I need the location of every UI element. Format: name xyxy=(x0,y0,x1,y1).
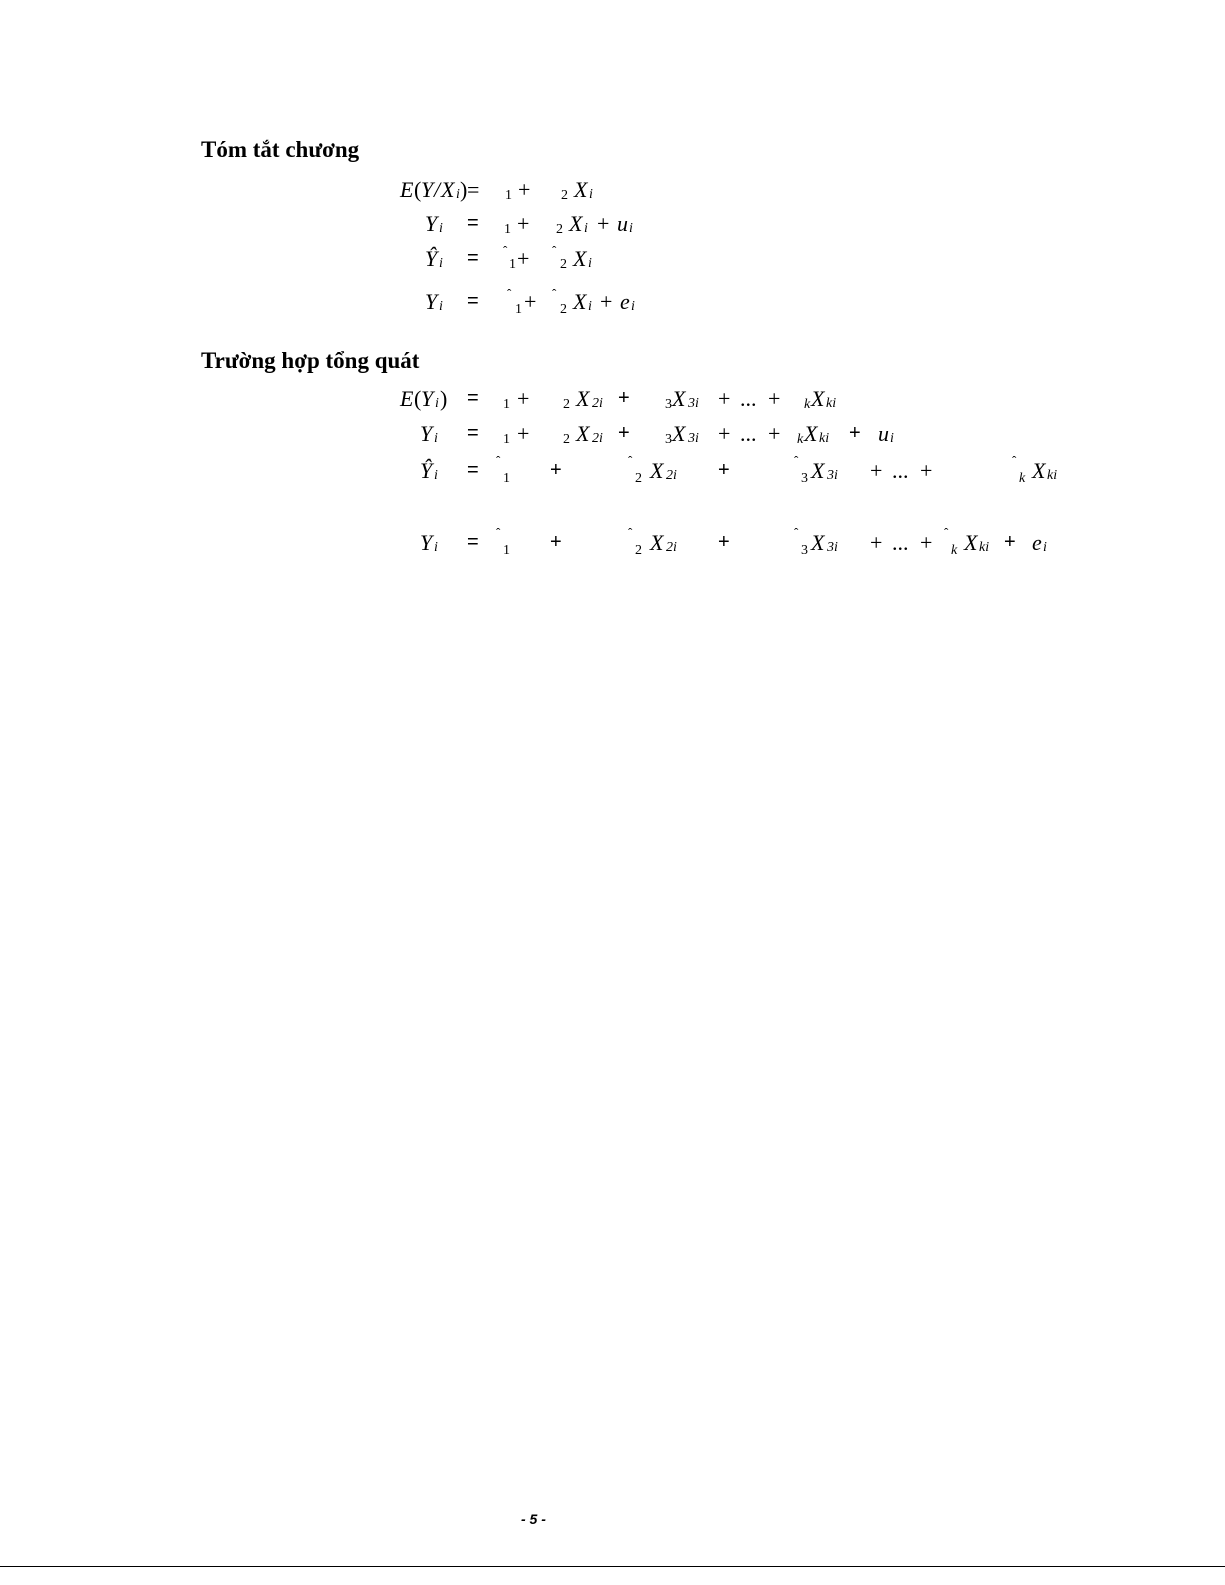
hat-accent: ˆ xyxy=(944,525,949,540)
plus-sign: + xyxy=(920,458,933,483)
y-variable: Y xyxy=(425,211,438,236)
plus-sign: + xyxy=(718,459,730,481)
x-variable: X xyxy=(804,421,818,446)
subscript-1: 1 xyxy=(515,302,522,317)
subscript-i: i xyxy=(890,431,894,446)
subscript-3i: 3i xyxy=(688,396,699,411)
hat-accent: ˆ xyxy=(496,525,501,540)
subscript-ki: ki xyxy=(819,431,830,446)
subscript-2i: 2i xyxy=(666,540,677,555)
equals-sign: = xyxy=(467,247,479,269)
ellipsis: ... xyxy=(892,458,909,483)
x-variable: X xyxy=(441,177,455,202)
equation-sample-model xyxy=(0,286,1225,327)
hat-accent: ˆ xyxy=(794,525,799,540)
equals-sign: = xyxy=(467,212,479,234)
subscript-i: i xyxy=(629,221,633,236)
y-variable: Y xyxy=(425,289,438,314)
subscript-1: 1 xyxy=(509,257,516,272)
ellipsis: ... xyxy=(740,421,757,446)
page-number: - 5 - xyxy=(521,1511,546,1527)
plus-sign: + xyxy=(550,459,562,481)
ellipsis: ... xyxy=(892,530,909,555)
subscript-2: 2 xyxy=(635,471,642,486)
x-variable: X xyxy=(672,386,686,411)
subscript-i: i xyxy=(456,187,460,202)
hat-accent: ˆ xyxy=(552,243,557,258)
equals-sign: = xyxy=(467,387,479,409)
hat-accent: ˆ xyxy=(1012,453,1017,468)
plus-sign: + xyxy=(517,246,530,271)
subscript-ki: ki xyxy=(1047,468,1058,483)
subscript-i: i xyxy=(439,299,443,314)
hat-accent: ˆ xyxy=(628,453,633,468)
x-variable: X xyxy=(573,289,587,314)
hat-accent: ˆ xyxy=(503,243,508,258)
plus-sign: + xyxy=(618,387,630,409)
equals-sign: = xyxy=(467,459,479,481)
plus-sign: + xyxy=(597,211,610,236)
subscript-1: 1 xyxy=(503,471,510,486)
subscript-1: 1 xyxy=(503,543,510,558)
x-variable: X xyxy=(811,530,825,555)
expectation-symbol: E xyxy=(400,177,414,202)
slash: / xyxy=(434,177,441,202)
plus-sign: + xyxy=(518,177,531,202)
equals-sign: = xyxy=(467,290,479,312)
subscript-k: k xyxy=(951,543,958,558)
paren-open: ( xyxy=(414,177,422,202)
x-variable: X xyxy=(964,530,978,555)
paren-close: ) xyxy=(440,386,448,411)
x-variable: X xyxy=(650,458,664,483)
plus-sign: + xyxy=(870,530,883,555)
subscript-i: i xyxy=(435,396,439,411)
paren-close: ) xyxy=(460,177,468,202)
subscript-k: k xyxy=(804,397,811,412)
error-term-u: u xyxy=(878,421,889,446)
equals-sign: = xyxy=(467,531,479,553)
equation-general-sample-regression xyxy=(0,453,1225,496)
plus-sign: + xyxy=(718,421,731,446)
x-variable: X xyxy=(811,458,825,483)
subscript-ki: ki xyxy=(826,396,837,411)
ellipsis: ... xyxy=(740,386,757,411)
subscript-i: i xyxy=(439,256,443,271)
plus-sign: + xyxy=(517,386,530,411)
subscript-i: i xyxy=(434,431,438,446)
equals-sign: = xyxy=(467,177,480,202)
hat-accent: ˆ xyxy=(507,286,512,301)
plus-sign: + xyxy=(768,421,781,446)
subscript-2: 2 xyxy=(561,188,568,203)
subscript-2i: 2i xyxy=(592,396,603,411)
y-variable: Y xyxy=(420,421,433,446)
y-hat-variable: Ŷ xyxy=(420,458,433,483)
subscript-i: i xyxy=(439,221,443,236)
subscript-3: 3 xyxy=(665,432,672,447)
summary-heading: Tóm tắt chương xyxy=(201,137,360,162)
hat-accent: ˆ xyxy=(628,525,633,540)
subscript-k: k xyxy=(797,432,804,447)
subscript-1: 1 xyxy=(504,222,511,237)
plus-sign: + xyxy=(718,386,731,411)
x-variable: X xyxy=(650,530,664,555)
error-term-e: e xyxy=(620,289,630,314)
subscript-1: 1 xyxy=(505,188,512,203)
subscript-1: 1 xyxy=(503,432,510,447)
x-variable: X xyxy=(574,177,588,202)
subscript-i: i xyxy=(631,299,635,314)
footer-rule xyxy=(0,1566,1225,1567)
general-case-heading: Trường hợp tổng quát xyxy=(201,348,420,373)
subscript-2: 2 xyxy=(635,543,642,558)
equation-population-model xyxy=(0,213,1225,249)
subscript-2i: 2i xyxy=(666,468,677,483)
x-variable: X xyxy=(569,211,583,236)
error-term-e: e xyxy=(1032,530,1042,555)
subscript-i: i xyxy=(589,187,593,202)
equation-population-regression xyxy=(0,179,1225,215)
subscript-3: 3 xyxy=(665,397,672,412)
plus-sign: + xyxy=(870,458,883,483)
subscript-3i: 3i xyxy=(827,540,838,555)
x-variable: X xyxy=(1032,458,1046,483)
y-hat-variable: Ŷ xyxy=(425,246,438,271)
equation-general-population-regression xyxy=(0,388,1225,424)
subscript-2i: 2i xyxy=(592,431,603,446)
plus-sign: + xyxy=(920,530,933,555)
subscript-3: 3 xyxy=(801,471,808,486)
x-variable: X xyxy=(573,246,587,271)
hat-accent: ˆ xyxy=(496,453,501,468)
subscript-2: 2 xyxy=(556,222,563,237)
y-variable: Y xyxy=(421,386,434,411)
equation-general-population-model xyxy=(0,423,1225,459)
plus-sign: + xyxy=(618,422,630,444)
subscript-i: i xyxy=(588,256,592,271)
error-term-u: u xyxy=(617,211,628,236)
plus-sign: + xyxy=(517,421,530,446)
subscript-2: 2 xyxy=(560,302,567,317)
equation-general-sample-model xyxy=(0,525,1225,568)
hat-accent: ˆ xyxy=(794,453,799,468)
subscript-i: i xyxy=(1043,540,1047,555)
subscript-2: 2 xyxy=(560,257,567,272)
x-variable: X xyxy=(576,386,590,411)
subscript-3i: 3i xyxy=(827,468,838,483)
plus-sign: + xyxy=(600,289,613,314)
subscript-2: 2 xyxy=(563,432,570,447)
plus-sign: + xyxy=(849,422,861,444)
subscript-3i: 3i xyxy=(688,431,699,446)
x-variable: X xyxy=(811,386,825,411)
plus-sign: + xyxy=(550,531,562,553)
paren-open: ( xyxy=(414,386,422,411)
plus-sign: + xyxy=(524,289,537,314)
subscript-i: i xyxy=(584,221,588,236)
plus-sign: + xyxy=(768,386,781,411)
plus-sign: + xyxy=(517,211,530,236)
subscript-ki: ki xyxy=(979,540,990,555)
equation-sample-regression xyxy=(0,243,1225,284)
y-variable: Y xyxy=(420,530,433,555)
subscript-i: i xyxy=(588,299,592,314)
plus-sign: + xyxy=(718,531,730,553)
x-variable: X xyxy=(576,421,590,446)
subscript-1: 1 xyxy=(503,397,510,412)
subscript-i: i xyxy=(434,468,438,483)
expectation-symbol: E xyxy=(400,386,414,411)
subscript-i: i xyxy=(434,540,438,555)
subscript-3: 3 xyxy=(801,543,808,558)
x-variable: X xyxy=(672,421,686,446)
equals-sign: = xyxy=(467,422,479,444)
hat-accent: ˆ xyxy=(552,286,557,301)
subscript-k: k xyxy=(1019,471,1026,486)
plus-sign: + xyxy=(1004,531,1016,553)
subscript-2: 2 xyxy=(563,397,570,412)
y-variable: Y xyxy=(421,177,434,202)
